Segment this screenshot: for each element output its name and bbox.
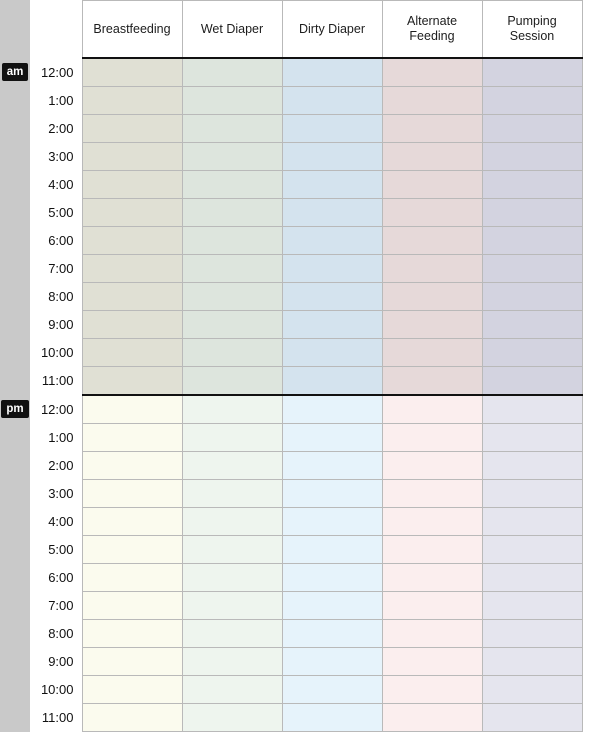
cell-breastfeeding[interactable]: [82, 143, 182, 171]
cell-wet_diaper[interactable]: [182, 199, 282, 227]
cell-dirty_diaper[interactable]: [282, 536, 382, 564]
cell-pumping_session[interactable]: [482, 704, 582, 732]
table-row: [0, 536, 582, 564]
time-label: 1:00: [30, 424, 82, 452]
cell-wet_diaper[interactable]: [182, 367, 282, 396]
cell-pumping_session[interactable]: [482, 115, 582, 143]
meridiem-cell: [0, 339, 30, 367]
time-label: 3:00: [30, 480, 82, 508]
time-label: 9:00: [30, 648, 82, 676]
time-label: 11:00: [30, 704, 82, 732]
meridiem-badge: pm: [1, 400, 28, 418]
time-label: 7:00: [30, 255, 82, 283]
cell-wet_diaper[interactable]: [182, 536, 282, 564]
meridiem-cell: [0, 255, 30, 283]
meridiem-cell: [0, 171, 30, 199]
table-row: [0, 283, 582, 311]
cell-wet_diaper[interactable]: [182, 255, 282, 283]
cell-pumping_session[interactable]: [482, 676, 582, 704]
cell-pumping_session[interactable]: [482, 564, 582, 592]
header-alternate-feeding: Alternate Feeding: [382, 1, 482, 59]
table-row: [0, 592, 582, 620]
cell-alternate_feeding[interactable]: [382, 115, 482, 143]
cell-breastfeeding[interactable]: [82, 227, 182, 255]
meridiem-cell: [0, 508, 30, 536]
table-row: [0, 255, 582, 283]
cell-alternate_feeding[interactable]: [382, 171, 482, 199]
cell-alternate_feeding[interactable]: [382, 676, 482, 704]
cell-breastfeeding[interactable]: [82, 171, 182, 199]
cell-dirty_diaper[interactable]: [282, 395, 382, 424]
cell-wet_diaper[interactable]: [182, 620, 282, 648]
meridiem-cell: [0, 283, 30, 311]
table-row: [0, 620, 582, 648]
meridiem-cell: [0, 143, 30, 171]
cell-dirty_diaper[interactable]: [282, 171, 382, 199]
header-pumping-session: Pumping Session: [482, 1, 582, 59]
table-row: [0, 311, 582, 339]
header-dirty-diaper: Dirty Diaper: [282, 1, 382, 59]
meridiem-cell: [0, 536, 30, 564]
cell-pumping_session[interactable]: [482, 395, 582, 424]
time-label: 4:00: [30, 171, 82, 199]
cell-alternate_feeding[interactable]: [382, 143, 482, 171]
cell-dirty_diaper[interactable]: [282, 199, 382, 227]
cell-breastfeeding[interactable]: [82, 648, 182, 676]
cell-alternate_feeding[interactable]: [382, 283, 482, 311]
meridiem-cell: [0, 199, 30, 227]
meridiem-cell: [0, 227, 30, 255]
meridiem-cell: [0, 480, 30, 508]
cell-breastfeeding[interactable]: [82, 508, 182, 536]
time-label: 2:00: [30, 115, 82, 143]
cell-wet_diaper[interactable]: [182, 339, 282, 367]
cell-pumping_session[interactable]: [482, 171, 582, 199]
cell-wet_diaper[interactable]: [182, 395, 282, 424]
table-row: [0, 676, 582, 704]
cell-pumping_session[interactable]: [482, 227, 582, 255]
cell-wet_diaper[interactable]: [182, 480, 282, 508]
meridiem-cell: [0, 58, 30, 87]
table-row: [0, 424, 582, 452]
table-row: [0, 87, 582, 115]
time-label: 11:00: [30, 367, 82, 396]
table-row: [0, 339, 582, 367]
cell-breastfeeding[interactable]: [82, 395, 182, 424]
cell-alternate_feeding[interactable]: [382, 367, 482, 396]
table-row: [0, 143, 582, 171]
table-row: [0, 199, 582, 227]
time-label: 12:00: [30, 58, 82, 87]
cell-dirty_diaper[interactable]: [282, 143, 382, 171]
cell-pumping_session[interactable]: [482, 283, 582, 311]
cell-alternate_feeding[interactable]: [382, 339, 482, 367]
cell-breastfeeding[interactable]: [82, 87, 182, 115]
cell-alternate_feeding[interactable]: [382, 311, 482, 339]
table-row: [0, 171, 582, 199]
header-breastfeeding: Breastfeeding: [82, 1, 182, 59]
cell-breastfeeding[interactable]: [82, 283, 182, 311]
time-label: 6:00: [30, 564, 82, 592]
cell-dirty_diaper[interactable]: [282, 480, 382, 508]
cell-breastfeeding[interactable]: [82, 704, 182, 732]
cell-wet_diaper[interactable]: [182, 87, 282, 115]
cell-dirty_diaper[interactable]: [282, 311, 382, 339]
cell-wet_diaper[interactable]: [182, 592, 282, 620]
cell-pumping_session[interactable]: [482, 339, 582, 367]
cell-wet_diaper[interactable]: [182, 648, 282, 676]
cell-wet_diaper[interactable]: [182, 452, 282, 480]
table-row: [0, 452, 582, 480]
cell-breastfeeding[interactable]: [82, 620, 182, 648]
cell-dirty_diaper[interactable]: [282, 676, 382, 704]
cell-dirty_diaper[interactable]: [282, 452, 382, 480]
cell-alternate_feeding[interactable]: [382, 87, 482, 115]
header-spacer-time: [30, 1, 82, 59]
meridiem-cell: [0, 620, 30, 648]
cell-dirty_diaper[interactable]: [282, 283, 382, 311]
cell-alternate_feeding[interactable]: [382, 424, 482, 452]
time-label: 10:00: [30, 676, 82, 704]
cell-breastfeeding[interactable]: [82, 592, 182, 620]
cell-alternate_feeding[interactable]: [382, 648, 482, 676]
cell-wet_diaper[interactable]: [182, 508, 282, 536]
cell-dirty_diaper[interactable]: [282, 255, 382, 283]
cell-breastfeeding[interactable]: [82, 480, 182, 508]
cell-dirty_diaper[interactable]: [282, 367, 382, 396]
meridiem-cell: [0, 648, 30, 676]
cell-pumping_session[interactable]: [482, 452, 582, 480]
time-label: 5:00: [30, 536, 82, 564]
time-label: 5:00: [30, 199, 82, 227]
meridiem-cell: [0, 311, 30, 339]
cell-breastfeeding[interactable]: [82, 339, 182, 367]
cell-alternate_feeding[interactable]: [382, 395, 482, 424]
cell-dirty_diaper[interactable]: [282, 620, 382, 648]
cell-breastfeeding[interactable]: [82, 367, 182, 396]
cell-pumping_session[interactable]: [482, 480, 582, 508]
cell-wet_diaper[interactable]: [182, 171, 282, 199]
cell-breastfeeding[interactable]: [82, 536, 182, 564]
cell-alternate_feeding[interactable]: [382, 199, 482, 227]
time-label: 9:00: [30, 311, 82, 339]
table-row: [0, 227, 582, 255]
cell-breastfeeding[interactable]: [82, 58, 182, 87]
meridiem-cell: [0, 564, 30, 592]
cell-wet_diaper[interactable]: [182, 283, 282, 311]
table-header: [0, 1, 582, 59]
cell-alternate_feeding[interactable]: [382, 508, 482, 536]
cell-dirty_diaper[interactable]: [282, 648, 382, 676]
cell-breastfeeding[interactable]: [82, 564, 182, 592]
meridiem-badge: am: [2, 63, 29, 81]
cell-pumping_session[interactable]: [482, 87, 582, 115]
meridiem-cell: [0, 424, 30, 452]
cell-dirty_diaper[interactable]: [282, 704, 382, 732]
cell-dirty_diaper[interactable]: [282, 115, 382, 143]
meridiem-cell: [0, 367, 30, 396]
meridiem-cell: [0, 704, 30, 732]
time-label: 12:00: [30, 395, 82, 424]
time-label: 1:00: [30, 87, 82, 115]
cell-wet_diaper[interactable]: [182, 311, 282, 339]
table-row: [0, 564, 582, 592]
cell-breastfeeding[interactable]: [82, 676, 182, 704]
table-row: [0, 704, 582, 732]
cell-dirty_diaper[interactable]: [282, 58, 382, 87]
table-body: [0, 58, 582, 732]
table-row: [0, 367, 582, 396]
cell-breastfeeding[interactable]: [82, 311, 182, 339]
time-label: 3:00: [30, 143, 82, 171]
cell-pumping_session[interactable]: [482, 592, 582, 620]
table-row: [0, 480, 582, 508]
cell-wet_diaper[interactable]: [182, 115, 282, 143]
table-row: [0, 508, 582, 536]
cell-breastfeeding[interactable]: [82, 199, 182, 227]
cell-pumping_session[interactable]: [482, 508, 582, 536]
cell-pumping_session[interactable]: [482, 255, 582, 283]
cell-dirty_diaper[interactable]: [282, 339, 382, 367]
cell-pumping_session[interactable]: [482, 311, 582, 339]
time-label: 7:00: [30, 592, 82, 620]
cell-pumping_session[interactable]: [482, 143, 582, 171]
cell-wet_diaper[interactable]: [182, 676, 282, 704]
cell-alternate_feeding[interactable]: [382, 536, 482, 564]
cell-breastfeeding[interactable]: [82, 452, 182, 480]
meridiem-cell: [0, 115, 30, 143]
cell-pumping_session[interactable]: [482, 620, 582, 648]
cell-wet_diaper[interactable]: [182, 704, 282, 732]
cell-wet_diaper[interactable]: [182, 58, 282, 87]
time-label: 8:00: [30, 620, 82, 648]
cell-pumping_session[interactable]: [482, 424, 582, 452]
cell-wet_diaper[interactable]: [182, 564, 282, 592]
meridiem-cell: [0, 87, 30, 115]
table-row: [0, 648, 582, 676]
cell-dirty_diaper[interactable]: [282, 87, 382, 115]
time-label: 4:00: [30, 508, 82, 536]
table-row: [0, 58, 582, 87]
meridiem-cell: [0, 452, 30, 480]
time-label: 6:00: [30, 227, 82, 255]
cell-breastfeeding[interactable]: [82, 424, 182, 452]
cell-breastfeeding[interactable]: [82, 255, 182, 283]
meridiem-cell: [0, 676, 30, 704]
table-row: [0, 115, 582, 143]
cell-alternate_feeding[interactable]: [382, 564, 482, 592]
cell-pumping_session[interactable]: [482, 58, 582, 87]
cell-wet_diaper[interactable]: [182, 143, 282, 171]
cell-wet_diaper[interactable]: [182, 227, 282, 255]
cell-alternate_feeding[interactable]: [382, 452, 482, 480]
cell-pumping_session[interactable]: [482, 367, 582, 396]
meridiem-cell: [0, 592, 30, 620]
cell-dirty_diaper[interactable]: [282, 592, 382, 620]
cell-alternate_feeding[interactable]: [382, 227, 482, 255]
cell-alternate_feeding[interactable]: [382, 592, 482, 620]
cell-alternate_feeding[interactable]: [382, 58, 482, 87]
table-row: [0, 395, 582, 424]
cell-alternate_feeding[interactable]: [382, 480, 482, 508]
time-label: 2:00: [30, 452, 82, 480]
header-wet-diaper: Wet Diaper: [182, 1, 282, 59]
cell-alternate_feeding[interactable]: [382, 620, 482, 648]
cell-dirty_diaper[interactable]: [282, 227, 382, 255]
time-label: 10:00: [30, 339, 82, 367]
cell-breastfeeding[interactable]: [82, 115, 182, 143]
cell-wet_diaper[interactable]: [182, 424, 282, 452]
cell-alternate_feeding[interactable]: [382, 704, 482, 732]
cell-dirty_diaper[interactable]: [282, 424, 382, 452]
cell-pumping_session[interactable]: [482, 199, 582, 227]
cell-pumping_session[interactable]: [482, 648, 582, 676]
meridiem-cell: [0, 395, 30, 424]
header-row: [0, 1, 582, 59]
time-label: 8:00: [30, 283, 82, 311]
cell-dirty_diaper[interactable]: [282, 564, 382, 592]
cell-alternate_feeding[interactable]: [382, 255, 482, 283]
cell-dirty_diaper[interactable]: [282, 508, 382, 536]
header-spacer-meridiem: [0, 1, 30, 59]
cell-pumping_session[interactable]: [482, 536, 582, 564]
